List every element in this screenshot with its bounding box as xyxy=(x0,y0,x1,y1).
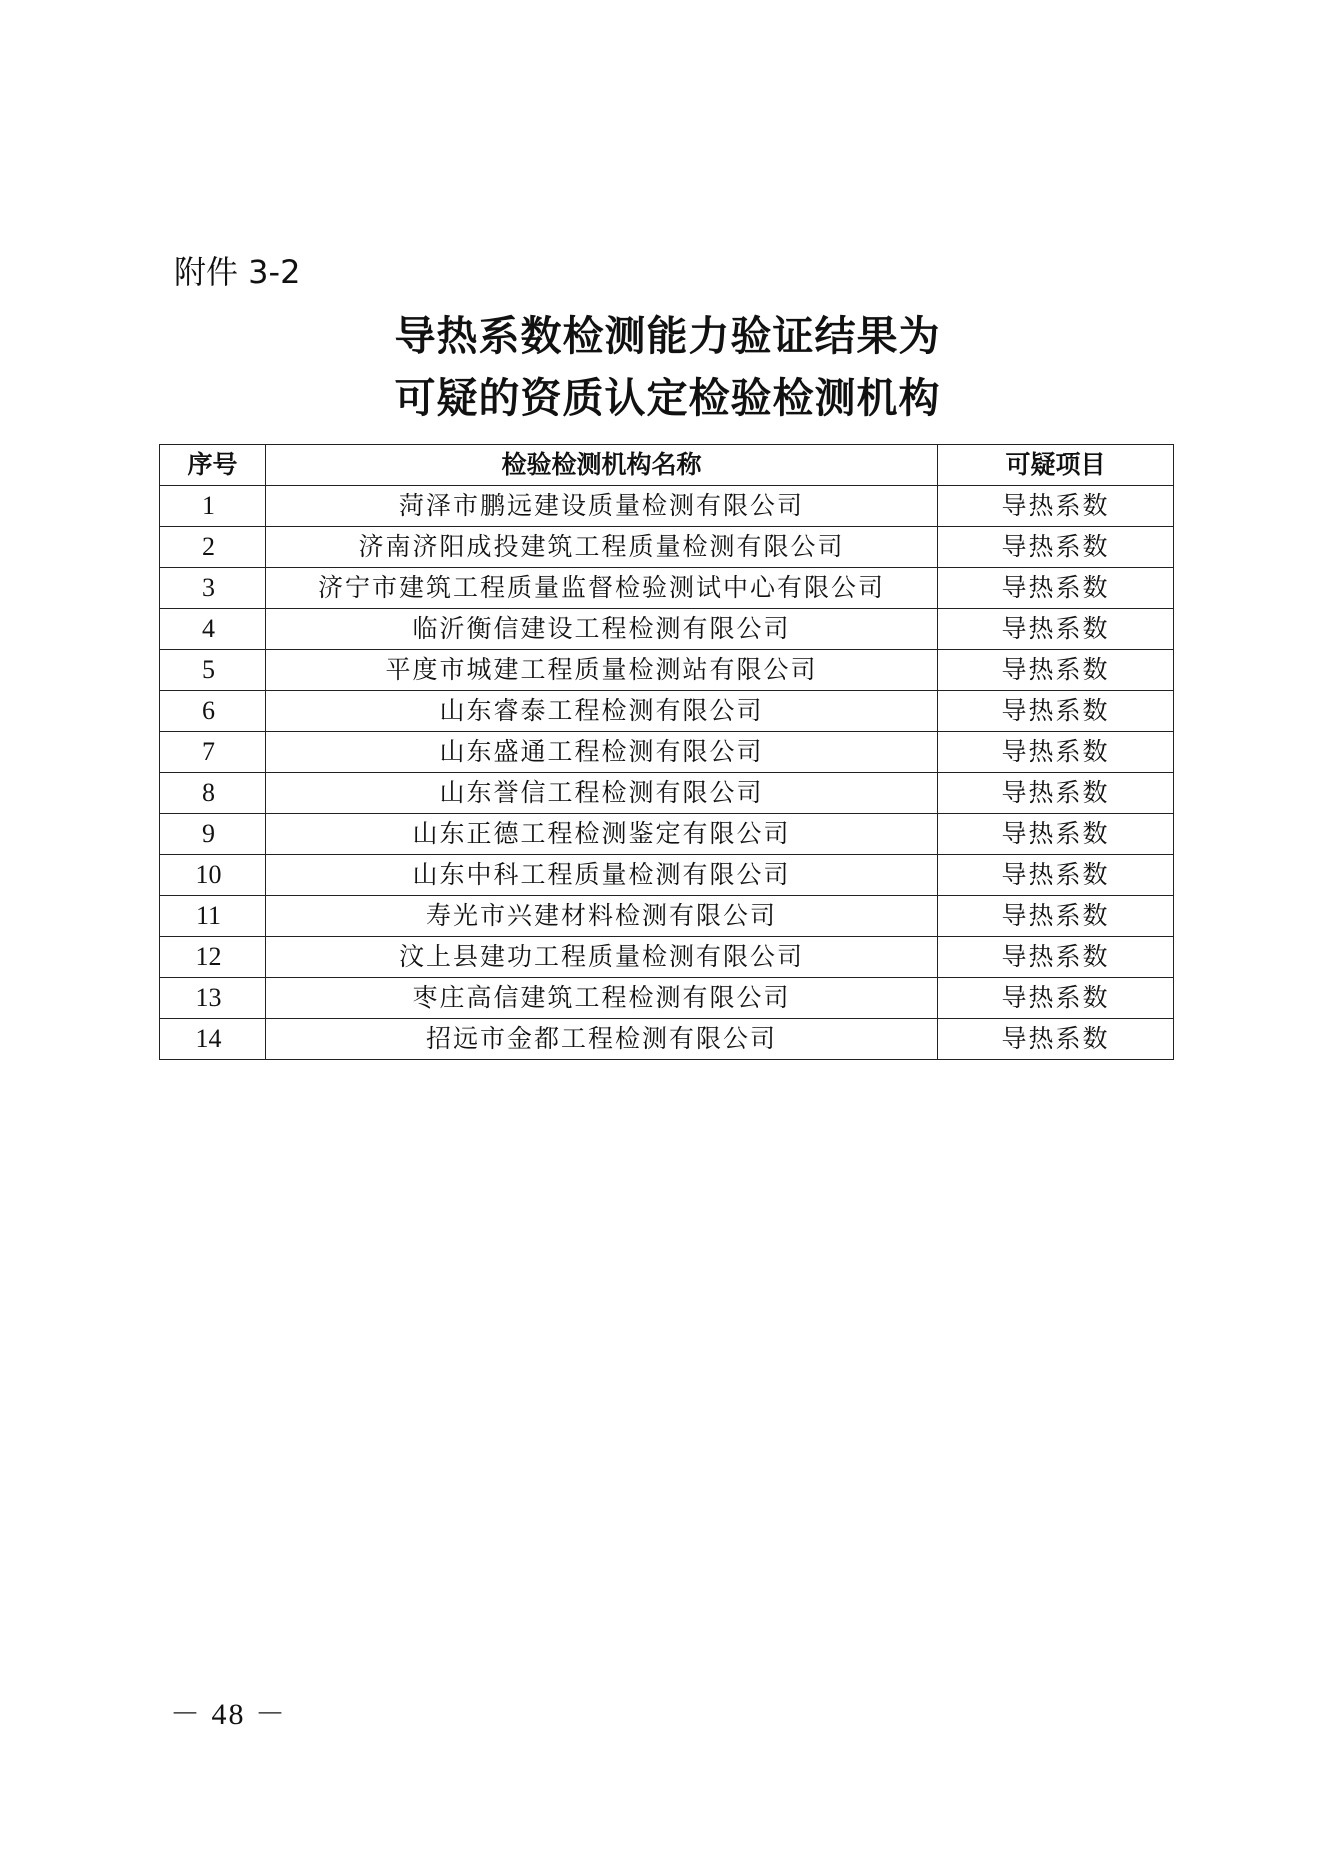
cell-institution-name: 山东中科工程质量检测有限公司 xyxy=(266,855,938,896)
table-row xyxy=(160,527,1174,568)
table-body xyxy=(160,486,1174,1060)
cell-institution-name: 山东正德工程检测鉴定有限公司 xyxy=(266,814,938,855)
cell-institution-name: 山东睿泰工程检测有限公司 xyxy=(266,691,938,732)
table-row xyxy=(160,896,1174,937)
cell-serial-number: 3 xyxy=(160,568,266,609)
cell-serial-number: 13 xyxy=(160,978,266,1019)
cell-institution-name: 寿光市兴建材料检测有限公司 xyxy=(266,896,938,937)
cell-institution-name: 临沂衡信建设工程检测有限公司 xyxy=(266,609,938,650)
title-line-2: 可疑的资质认定检验检测机构 xyxy=(394,374,941,422)
header-suspicious-item: 可疑项目 xyxy=(938,445,1174,486)
cell-serial-number: 2 xyxy=(160,527,266,568)
cell-serial-number: 14 xyxy=(160,1019,266,1060)
cell-serial-number: 10 xyxy=(160,855,266,896)
table-row xyxy=(160,937,1174,978)
cell-suspicious-item: 导热系数 xyxy=(938,937,1174,978)
table-row xyxy=(160,650,1174,691)
cell-institution-name: 汶上县建功工程质量检测有限公司 xyxy=(266,937,938,978)
attachment-label: 附件 3-2 xyxy=(174,253,301,291)
table-row xyxy=(160,568,1174,609)
table-row xyxy=(160,773,1174,814)
cell-institution-name: 招远市金都工程检测有限公司 xyxy=(266,1019,938,1060)
cell-serial-number: 7 xyxy=(160,732,266,773)
cell-serial-number: 12 xyxy=(160,937,266,978)
cell-suspicious-item: 导热系数 xyxy=(938,732,1174,773)
cell-serial-number: 11 xyxy=(160,896,266,937)
cell-suspicious-item: 导热系数 xyxy=(938,978,1174,1019)
page-number: － 48 － xyxy=(170,1698,287,1731)
table-row xyxy=(160,814,1174,855)
title-line-1: 导热系数检测能力验证结果为 xyxy=(394,312,941,360)
cell-suspicious-item: 导热系数 xyxy=(938,855,1174,896)
cell-suspicious-item: 导热系数 xyxy=(938,691,1174,732)
cell-suspicious-item: 导热系数 xyxy=(938,527,1174,568)
cell-suspicious-item: 导热系数 xyxy=(938,814,1174,855)
cell-serial-number: 8 xyxy=(160,773,266,814)
table-row xyxy=(160,855,1174,896)
document-title xyxy=(0,305,1323,429)
cell-suspicious-item: 导热系数 xyxy=(938,486,1174,527)
cell-suspicious-item: 导热系数 xyxy=(938,896,1174,937)
cell-institution-name: 济宁市建筑工程质量监督检验测试中心有限公司 xyxy=(266,568,938,609)
table-row xyxy=(160,1019,1174,1060)
cell-serial-number: 1 xyxy=(160,486,266,527)
table-row xyxy=(160,691,1174,732)
cell-institution-name: 济南济阳成投建筑工程质量检测有限公司 xyxy=(266,527,938,568)
cell-institution-name: 枣庄高信建筑工程检测有限公司 xyxy=(266,978,938,1019)
cell-suspicious-item: 导热系数 xyxy=(938,609,1174,650)
header-serial-number: 序号 xyxy=(160,445,266,486)
cell-suspicious-item: 导热系数 xyxy=(938,650,1174,691)
cell-institution-name: 菏泽市鹏远建设质量检测有限公司 xyxy=(266,486,938,527)
cell-suspicious-item: 导热系数 xyxy=(938,773,1174,814)
table-row xyxy=(160,978,1174,1019)
table-row xyxy=(160,609,1174,650)
header-institution-name: 检验检测机构名称 xyxy=(266,445,938,486)
table-row xyxy=(160,732,1174,773)
cell-serial-number: 6 xyxy=(160,691,266,732)
result-table xyxy=(159,444,1174,1060)
cell-serial-number: 4 xyxy=(160,609,266,650)
cell-suspicious-item: 导热系数 xyxy=(938,1019,1174,1060)
cell-institution-name: 山东誉信工程检测有限公司 xyxy=(266,773,938,814)
table-row xyxy=(160,486,1174,527)
table-header-row xyxy=(160,445,1174,486)
cell-serial-number: 5 xyxy=(160,650,266,691)
cell-serial-number: 9 xyxy=(160,814,266,855)
cell-suspicious-item: 导热系数 xyxy=(938,568,1174,609)
cell-institution-name: 平度市城建工程质量检测站有限公司 xyxy=(266,650,938,691)
cell-institution-name: 山东盛通工程检测有限公司 xyxy=(266,732,938,773)
